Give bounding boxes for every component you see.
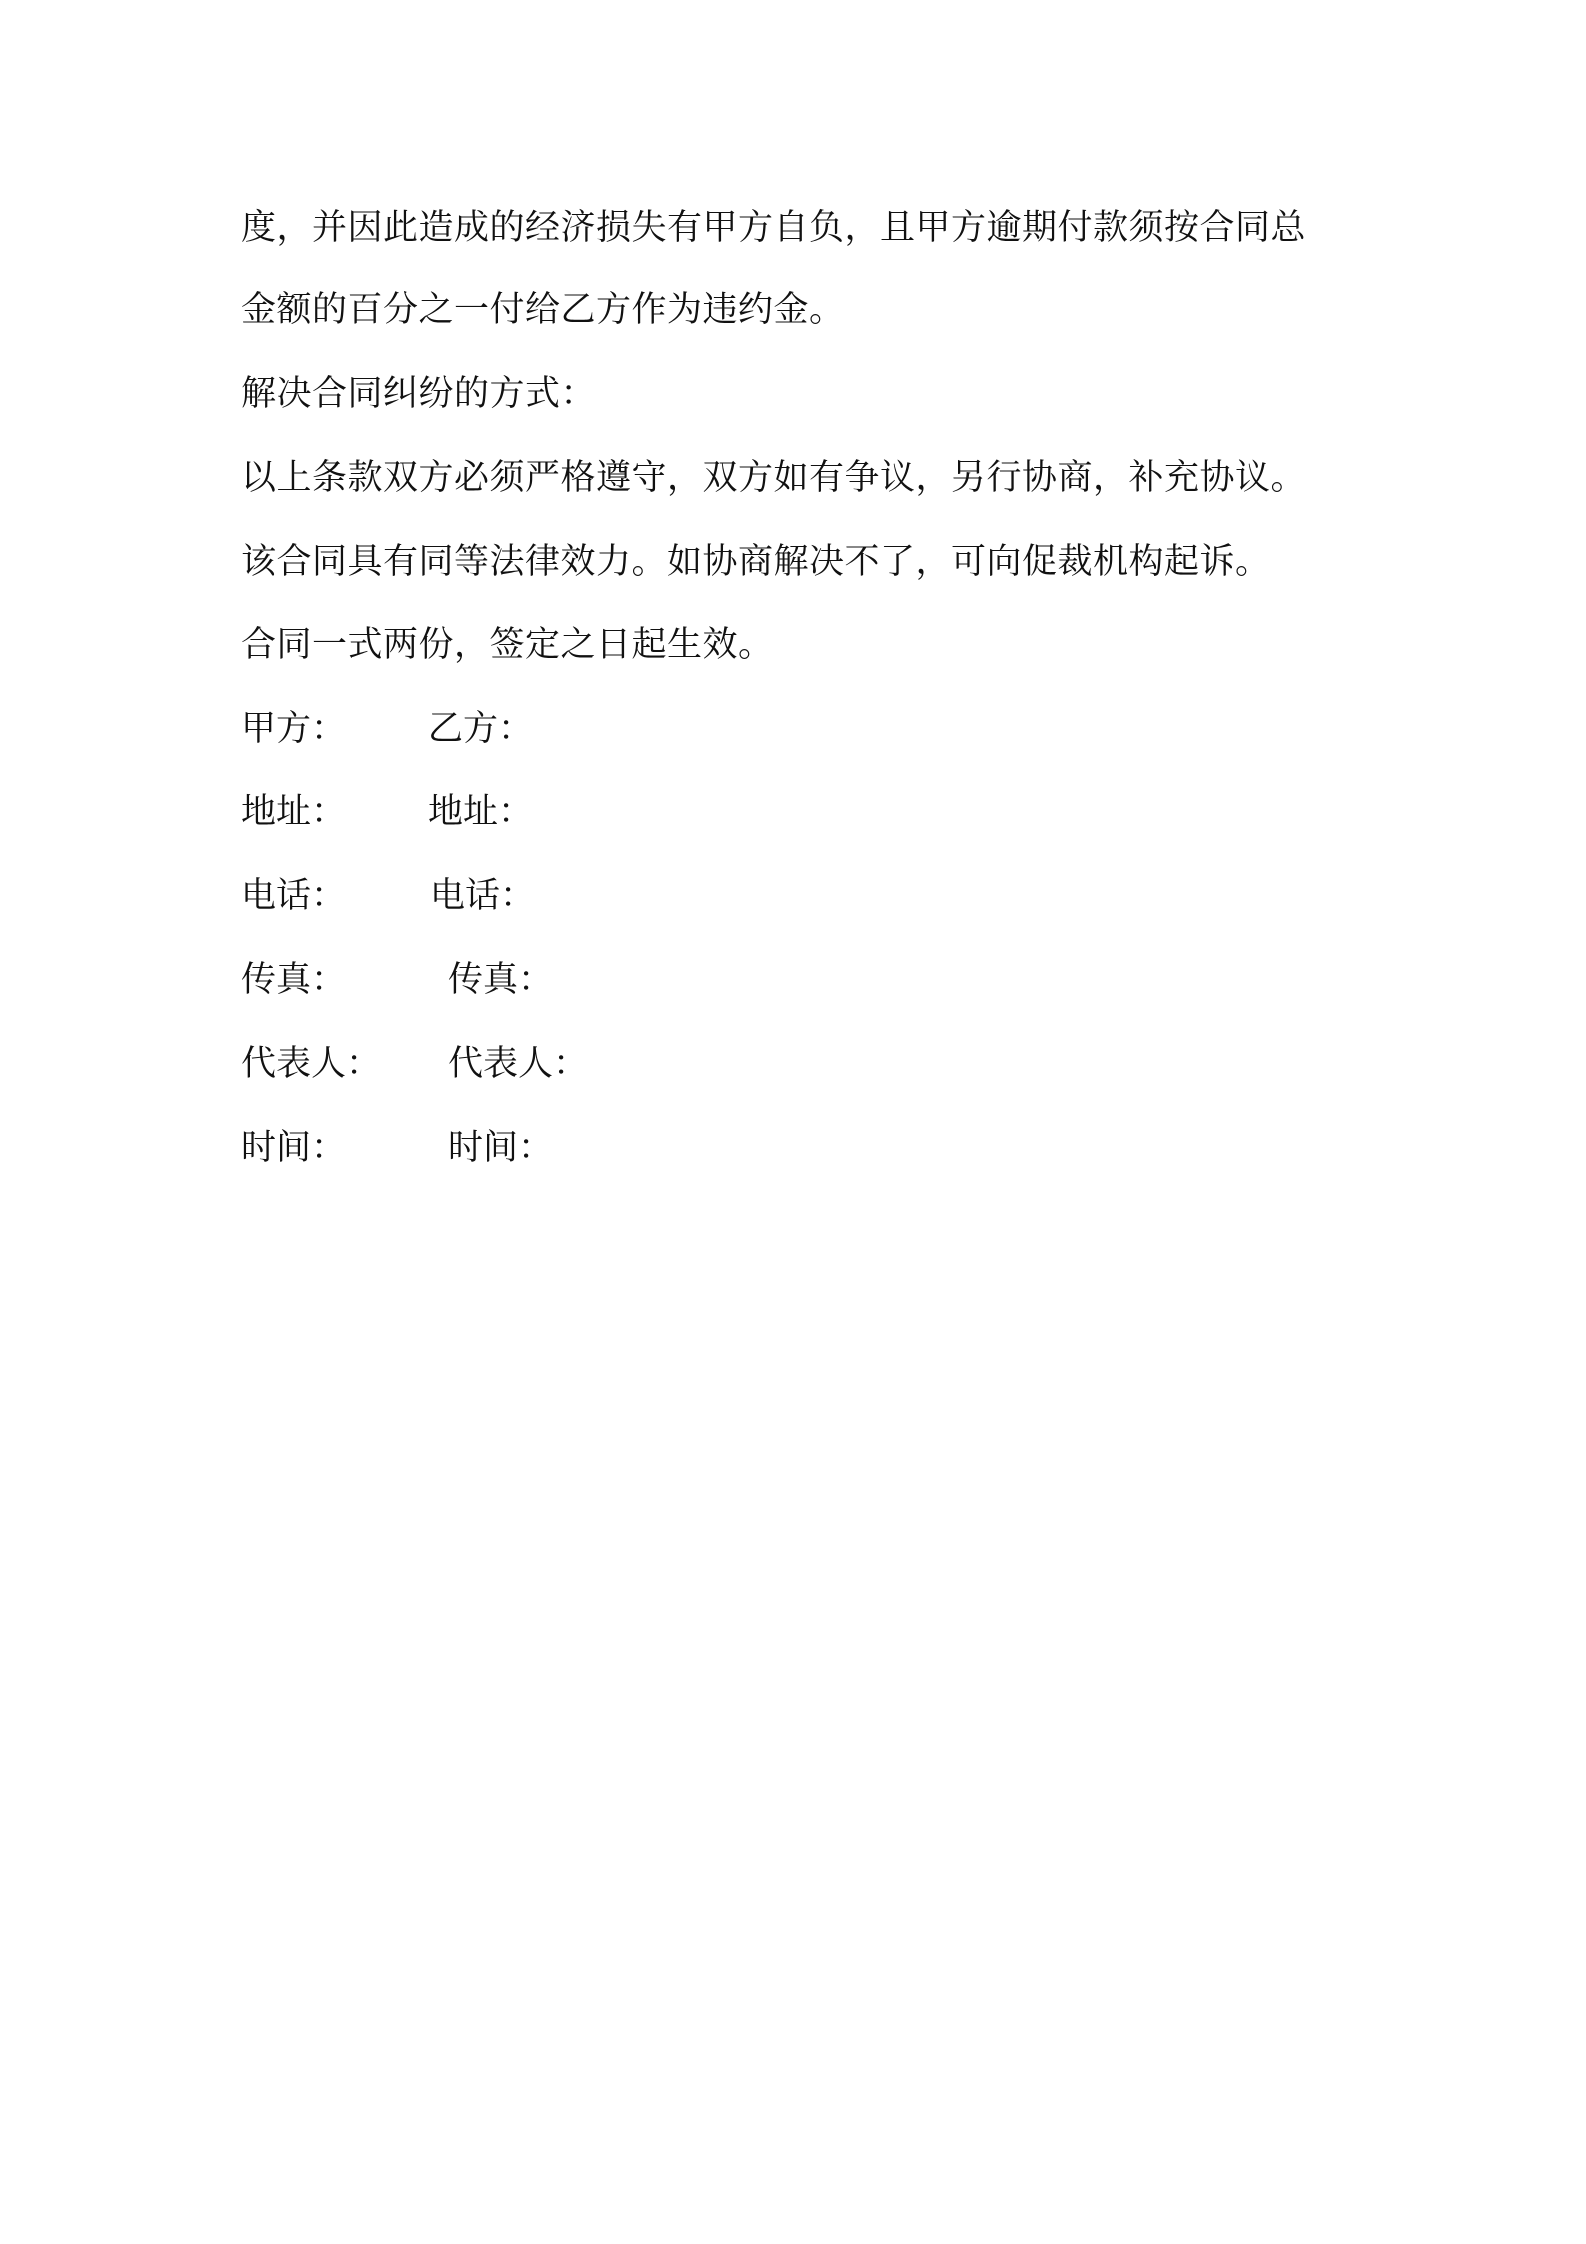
paragraph-line: 以上条款双方必须严格遵守，双方如有争议，另行协商，补充协议。: [241, 458, 1307, 498]
party-a-date-label: 时间：: [241, 1128, 347, 1168]
party-b-date-label: 时间：: [448, 1128, 554, 1168]
paragraph-line: 度，并因此造成的经济损失有甲方自负，且甲方逾期付款须按合同总: [241, 208, 1307, 248]
paragraph-line: 合同一式两份，签定之日起生效。: [241, 625, 774, 665]
party-b-phone-label: 电话：: [430, 876, 536, 916]
party-b-fax-label: 传真：: [448, 960, 554, 1000]
paragraph-line: 金额的百分之一付给乙方作为违约金。: [241, 290, 845, 330]
signature-row: [241, 707, 941, 751]
party-b-representative-label: 代表人：: [448, 1044, 589, 1084]
paragraph-line: 该合同具有同等法律效力。如协商解决不了，可向促裁机构起诉。: [241, 542, 1271, 582]
party-a-label: 甲方：: [241, 709, 347, 749]
party-b-address-label: 地址：: [428, 792, 534, 832]
signature-row: [241, 790, 941, 834]
party-a-fax-label: 传真：: [241, 960, 347, 1000]
section-heading: 解决合同纠纷的方式：: [241, 374, 597, 414]
signature-row: [241, 1042, 941, 1086]
party-a-address-label: 地址：: [241, 792, 347, 832]
party-a-phone-label: 电话：: [241, 876, 347, 916]
party-b-label: 乙方：: [428, 709, 534, 749]
signature-row: [241, 958, 941, 1002]
party-a-representative-label: 代表人：: [241, 1044, 382, 1084]
signature-row: [241, 874, 941, 918]
signature-row: [241, 1126, 941, 1170]
